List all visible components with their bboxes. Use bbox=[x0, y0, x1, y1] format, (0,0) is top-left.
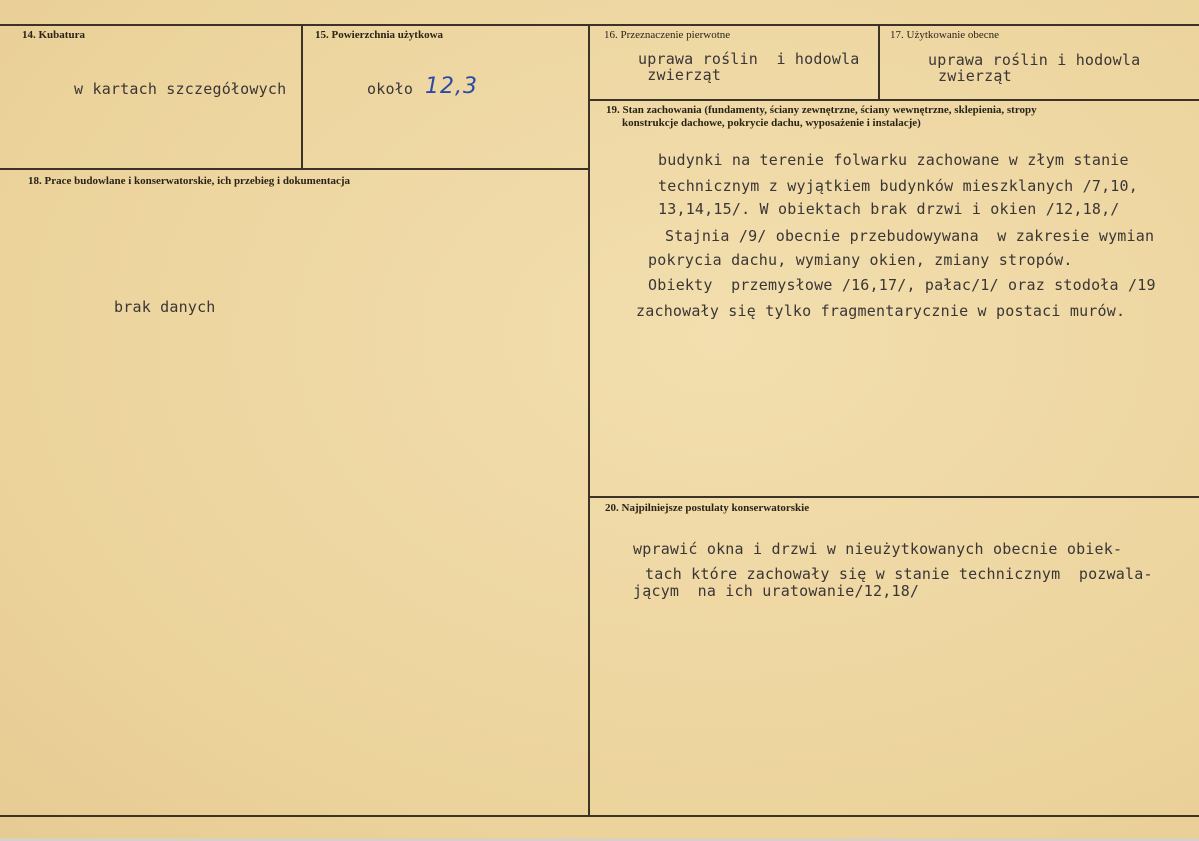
value-przeznaczenie-line-1: uprawa roślin i hodowla bbox=[638, 50, 860, 68]
divider-14-15 bbox=[301, 25, 303, 168]
divider-row1-row2-left bbox=[0, 168, 590, 170]
label-stan-zachowania-1: 19. Stan zachowania (fundamenty, ściany zewnętrzne, ściany wewnętrzne, sklepienia, stropy bbox=[606, 104, 1037, 116]
value-uzytkowanie-line-1: uprawa roślin i hodowla bbox=[928, 51, 1141, 69]
divider-16-17 bbox=[878, 25, 880, 99]
label-powierzchnia: 15. Powierzchnia użytkowa bbox=[315, 29, 444, 41]
label-przeznaczenie-pierwotne: 16. Przeznaczenie pierwotne bbox=[604, 29, 731, 41]
value-stan-zachowania-line-3: 13,14,15/. W obiektach brak drzwi i okien /12,18,/ bbox=[658, 200, 1120, 218]
value-prace-budowlane: brak danych bbox=[114, 298, 216, 316]
value-stan-zachowania-line-5: pokrycia dachu, wymiany okien, zmiany stropów. bbox=[648, 251, 1073, 269]
bottom-border-line bbox=[0, 815, 1199, 817]
value-stan-zachowania-line-2: technicznym z wyjątkiem budynków mieszklanych /7,10, bbox=[658, 177, 1138, 195]
divider-19-20 bbox=[590, 496, 1199, 498]
top-border-line bbox=[0, 24, 1199, 26]
label-kubatura: 14. Kubatura bbox=[22, 29, 85, 41]
value-postulaty-line-2: tach które zachowały się w stanie technicznym pozwala- bbox=[645, 565, 1153, 583]
value-uzytkowanie-line-2: zwierząt bbox=[938, 67, 1012, 85]
label-uzytkowanie-obecne: 17. Użytkowanie obecne bbox=[890, 29, 1000, 41]
value-stan-zachowania-line-7: zachowały się tylko fragmentarycznie w postaci murów. bbox=[636, 302, 1126, 320]
value-postulaty-line-1: wprawić okna i drzwi w nieużytkowanych obecnie obiek- bbox=[633, 540, 1123, 558]
value-stan-zachowania-line-1: budynki na terenie folwarku zachowane w złym stanie bbox=[658, 151, 1129, 169]
value-kubatura: w kartach szczegółowych bbox=[74, 80, 287, 98]
value-postulaty-line-3: jącym na ich uratowanie/12,18/ bbox=[633, 582, 920, 600]
label-prace-budowlane: 18. Prace budowlane i konserwatorskie, ich przebieg i dokumentacja bbox=[28, 175, 351, 187]
value-powierzchnia-handwritten: 12,3 bbox=[425, 74, 478, 99]
value-stan-zachowania-line-4: Stajnia /9/ obecnie przebudowywana w zakresie wymian bbox=[665, 227, 1155, 245]
value-powierzchnia-prefix: około bbox=[367, 80, 414, 98]
label-stan-zachowania-2: konstrukcje dachowe, pokrycie dachu, wyposażenie i instalacje) bbox=[622, 117, 921, 129]
value-stan-zachowania-line-6: Obiekty przemysłowe /16,17/, pałac/1/ oraz stodoła /19 bbox=[648, 276, 1156, 294]
label-postulaty: 20. Najpilniejsze postulaty konserwatorskie bbox=[605, 502, 810, 514]
divider-16-19 bbox=[590, 99, 1199, 101]
center-divider bbox=[588, 25, 590, 815]
value-przeznaczenie-line-2: zwierząt bbox=[638, 66, 722, 84]
